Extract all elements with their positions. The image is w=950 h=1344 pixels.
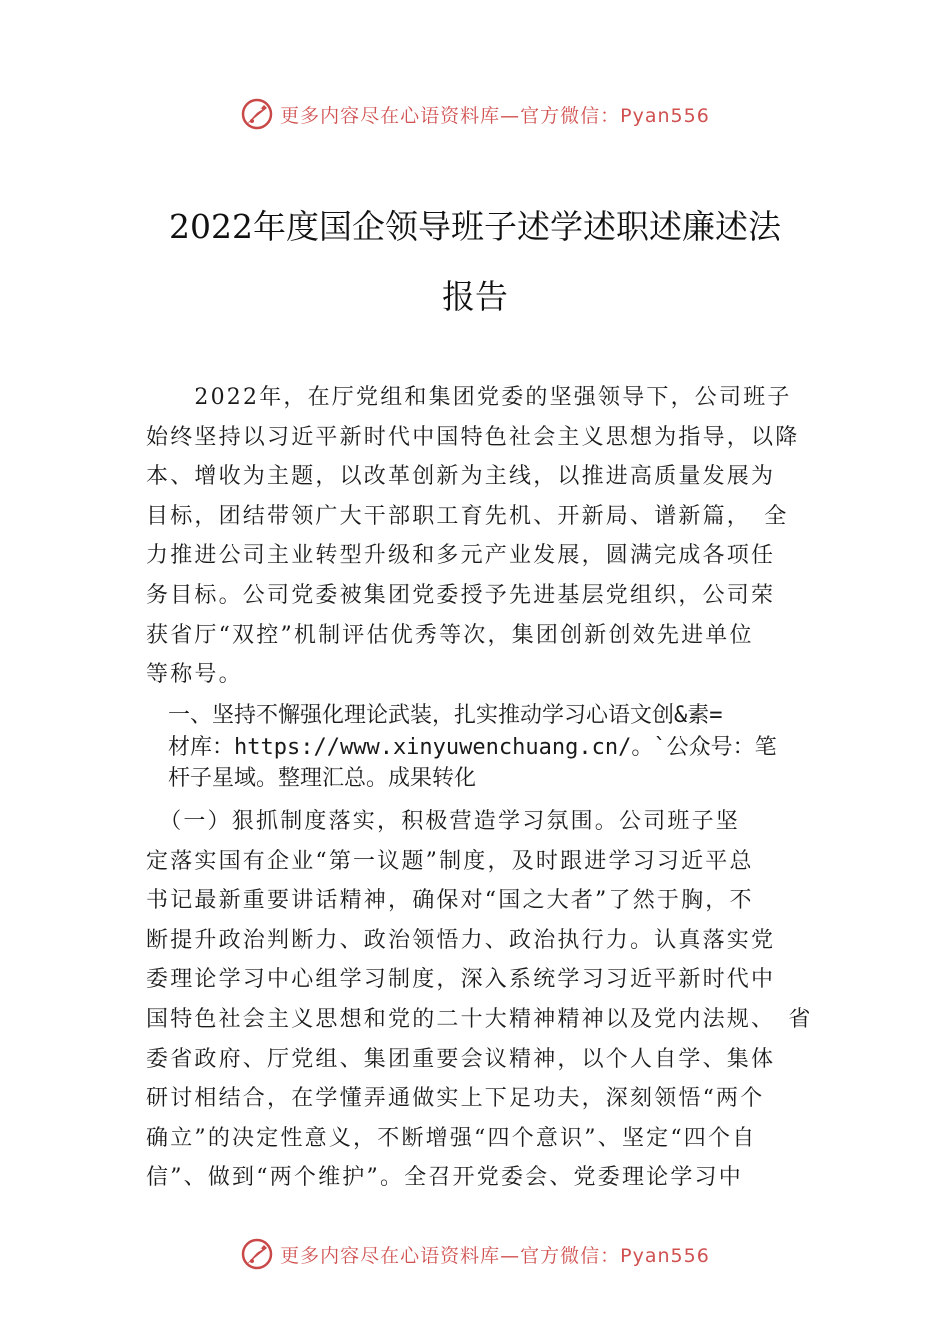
watermark-text: 更多内容尽在心语资料库—官方微信：Pyan556 xyxy=(280,1244,710,1267)
section-heading-1 xyxy=(146,700,836,795)
heading-line: 杆子星域。整理汇总。成果转化 xyxy=(146,766,477,791)
watermark-text: 更多内容尽在心语资料库—官方微信：Pyan556 xyxy=(280,104,710,127)
heading-line: 一、坚持不懈强化理论武装，扎实推动学习心语文创&素= xyxy=(146,703,723,728)
paragraph-line: 确立”的决定性意义，不断增强“四个意识”、坚定“四个自 xyxy=(146,1125,757,1151)
document-title-line-2: 报告 xyxy=(442,277,508,316)
paragraph-line: 研讨相结合，在学懂弄通做实上下足功夫，深刻领悟“两个 xyxy=(146,1086,765,1112)
paragraph-line: 目标，团结带领广大干部职工育先机、开新局、谱新篇， 全 xyxy=(146,503,789,529)
document-title-line-1: 2022年度国企领导班子述学述职述廉述法 xyxy=(169,207,781,246)
heading-line: 材库：https://www.xinyuwenchuang.cn/。`公众号：笔 xyxy=(146,734,777,760)
quill-circle-logo-icon xyxy=(240,97,274,131)
paragraph-line: 信”、做到“两个维护”。全召开党委会、党委理论学习中 xyxy=(146,1165,743,1191)
paragraph-line: 等称号。 xyxy=(146,662,243,688)
paragraph-line: 本、增收为主题，以改革创新为主线，以推进高质量发展为 xyxy=(146,464,776,490)
paragraph-line: 2022年，在厅党组和集团党委的坚强领导下，公司班子 xyxy=(146,385,792,410)
paragraph-line: 定落实国有企业“第一议题”制度，及时跟进学习习近平总 xyxy=(146,848,754,874)
paragraph-line: 务目标。公司党委被集团党委授予先进基层党组织，公司荣 xyxy=(146,582,776,608)
paragraph-line: 委理论学习中心组学习制度，深入系统学习习近平新时代中 xyxy=(146,967,776,993)
paragraph-subsection-1 xyxy=(146,802,826,1198)
paragraph-intro xyxy=(146,378,826,695)
paragraph-line: 委省政府、厅党组、集团重要会议精神，以个人自学、集体 xyxy=(146,1046,776,1072)
paragraph-line: 获省厅“双控”机制评估优秀等次，集团创新创效先进单位 xyxy=(146,622,754,648)
watermark-banner-bottom xyxy=(0,1232,950,1276)
watermark-banner-top xyxy=(0,92,950,136)
paragraph-line: 力推进公司主业转型升级和多元产业发展，圆满完成各项任 xyxy=(146,543,776,569)
paragraph-line: 断提升政治判断力、政治领悟力、政治执行力。认真落实党 xyxy=(146,927,776,953)
paragraph-line: 国特色社会主义思想和党的二十大精神精神以及党内法规、 省 xyxy=(146,1006,813,1032)
paragraph-line: 始终坚持以习近平新时代中国特色社会主义思想为指导，以降 xyxy=(146,424,800,450)
paragraph-line: （一）狠抓制度落实，积极营造学习氛围。公司班子坚 xyxy=(146,809,741,834)
paragraph-line: 书记最新重要讲话精神，确保对“国之大者”了然于胸，不 xyxy=(146,888,754,914)
quill-circle-logo-icon xyxy=(240,1237,274,1271)
